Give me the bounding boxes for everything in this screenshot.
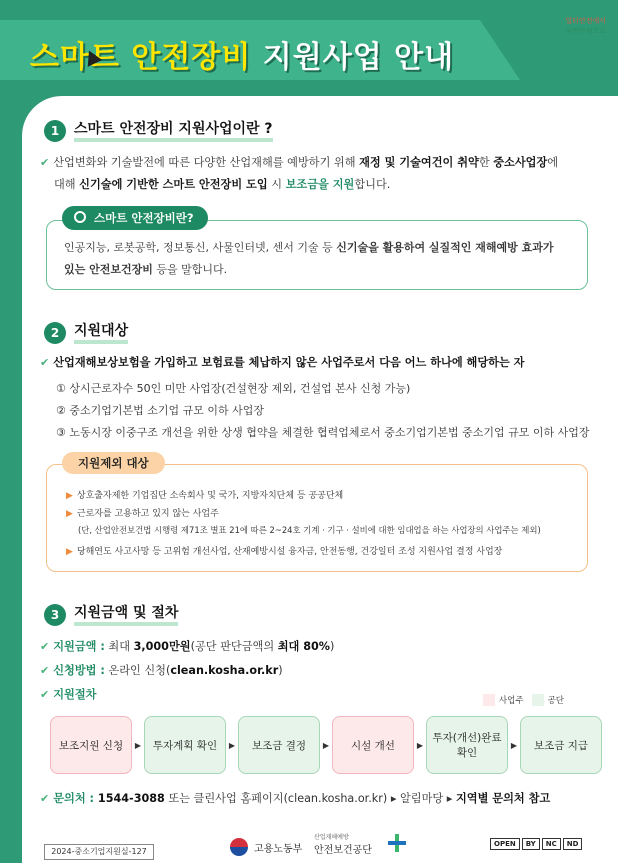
process-step: 시설 개선 bbox=[332, 716, 414, 774]
publication-code: 2024-중소기업지원실-127 bbox=[44, 844, 154, 860]
check-icon: ✔ bbox=[40, 688, 50, 701]
exclusion-item: ▶ 근로자를 고용하고 있지 않는 사업주 bbox=[66, 509, 219, 519]
section3-heading bbox=[44, 604, 178, 626]
eligibility-item: ① 상시근로자수 50인 미만 사업장(건설현장 제외, 건설업 본사 신청 가능) bbox=[56, 382, 411, 395]
logo-line2: 국민안심으로 bbox=[565, 27, 606, 35]
open-license-badge bbox=[490, 838, 584, 850]
check-icon: ✔ bbox=[40, 664, 50, 677]
section-number: 2 bbox=[44, 322, 66, 344]
exclusion-note: (단, 산업안전보건법 시행령 제71조 별표 21에 따른 2~24호 기계 · 기구 · 설비에 대한 임대업을 하는 사업장의 사업주는 제외) bbox=[78, 525, 541, 535]
by-label: BY bbox=[522, 838, 540, 850]
content-card bbox=[22, 96, 618, 863]
check-icon: ✔ bbox=[40, 356, 50, 369]
header bbox=[0, 0, 618, 96]
arrow-right-icon: ▶ bbox=[134, 740, 142, 750]
section-number: 3 bbox=[44, 604, 66, 626]
check-icon: ✔ bbox=[40, 792, 50, 805]
check-icon: ✔ bbox=[40, 640, 50, 653]
exclusion-item: ▶ 당해연도 사고사망 등 고위험 개선사업, 산재예방시설 융자금, 안전동행, 건강일터 조성 지원사업 결정 사업장 bbox=[66, 547, 503, 557]
agency-swatch bbox=[532, 694, 544, 706]
title-rest: 지원사업 안내 bbox=[251, 40, 455, 75]
arrow-right-icon: ▶ bbox=[510, 740, 518, 750]
section-title: 지원대상 bbox=[74, 322, 128, 344]
section-number: 1 bbox=[44, 120, 66, 142]
check-icon: ✔ bbox=[40, 156, 50, 169]
process-flow bbox=[50, 716, 602, 774]
kosha-mark-icon bbox=[388, 834, 406, 852]
employer-swatch bbox=[483, 694, 495, 706]
section-title: 지원금액 및 절차 bbox=[74, 604, 178, 626]
application-method: ✔ 신청방법 : 온라인 신청(clean.kosha.or.kr) bbox=[40, 664, 283, 677]
section1-description: ✔ 산업변화와 기술발전에 따른 다양한 산업재해를 예방하기 위해 재정 및 기술여건이 취약한 중소사업장에 대해 신기술에 기반한 스마트 안전장비 도입 시 보조금을 지원합니다. bbox=[40, 156, 559, 191]
arrow-right-icon: ▶ bbox=[322, 740, 330, 750]
nc-label: NC bbox=[542, 838, 561, 850]
exclusion-item: ▶ 상호출자제한 기업집단 소속회사 및 국가, 지방자치단체 등 공공단체 bbox=[66, 491, 344, 501]
eligibility-item: ③ 노동시장 이중구조 개선을 위한 상생 협약을 체결한 협력업체로서 중소기업기본법 중소기업 규모 이하 사업장 bbox=[56, 426, 590, 439]
process-step: 투자계획 확인 bbox=[144, 716, 226, 774]
process-step: 보조지원 신청 bbox=[50, 716, 132, 774]
nd-label: ND bbox=[563, 838, 583, 850]
section1-heading bbox=[44, 120, 273, 142]
legend-agency: 공단 bbox=[547, 696, 564, 706]
logo-line1: 일터안전에서 bbox=[565, 17, 606, 25]
process-legend bbox=[475, 694, 564, 706]
arrow-right-icon: ▶ bbox=[416, 740, 424, 750]
process-label: ✔ 지원절차 bbox=[40, 688, 97, 701]
exclusion-tag: 지원제외 대상 bbox=[62, 452, 165, 474]
definition-text: 인공지능, 로봇공학, 정보통신, 사물인터넷, 센서 기술 등 신기술을 활용하여 실질적인 재해예방 효과가 있는 안전보건장비 등을 말합니다. bbox=[64, 241, 554, 276]
contact-info: ✔ 문의처 : 1544-3088 또는 클린사업 홈페이지(clean.kosha.or.kr) ▸ 알림마당 ▸ 지역별 문의처 참고 bbox=[40, 792, 551, 805]
process-step: 보조금 지급 bbox=[520, 716, 602, 774]
campaign-logo bbox=[550, 16, 606, 42]
legend-employer: 사업주 bbox=[498, 696, 524, 706]
process-step: 투자(개선)완료 확인 bbox=[426, 716, 508, 774]
search-icon bbox=[74, 211, 86, 223]
definition-tag: 스마트 안전장비란? bbox=[62, 206, 208, 230]
section2-heading bbox=[44, 322, 128, 344]
process-step: 보조금 결정 bbox=[238, 716, 320, 774]
section-title: 스마트 안전장비 지원사업이란 ? bbox=[74, 120, 273, 142]
kosha-logo: 산업재해예방 안전보건공단 bbox=[314, 834, 372, 856]
taeguk-icon bbox=[230, 838, 248, 856]
support-amount: ✔ 지원금액 : 최대 3,000만원(공단 판단금액의 최대 80%) bbox=[40, 640, 335, 653]
moel-logo: 고용노동부 bbox=[230, 838, 302, 856]
eligibility-lead: ✔ 산업재해보상보험을 가입하고 보험료를 체납하지 않은 사업주로서 다음 어느 하나에 해당하는 자 bbox=[40, 356, 525, 369]
arrow-right-icon: ▶ bbox=[228, 740, 236, 750]
title-highlight: 스마트 안전장비 bbox=[30, 40, 252, 75]
open-label: OPEN bbox=[490, 838, 520, 850]
eligibility-item: ② 중소기업기본법 소기업 규모 이하 사업장 bbox=[56, 404, 264, 417]
